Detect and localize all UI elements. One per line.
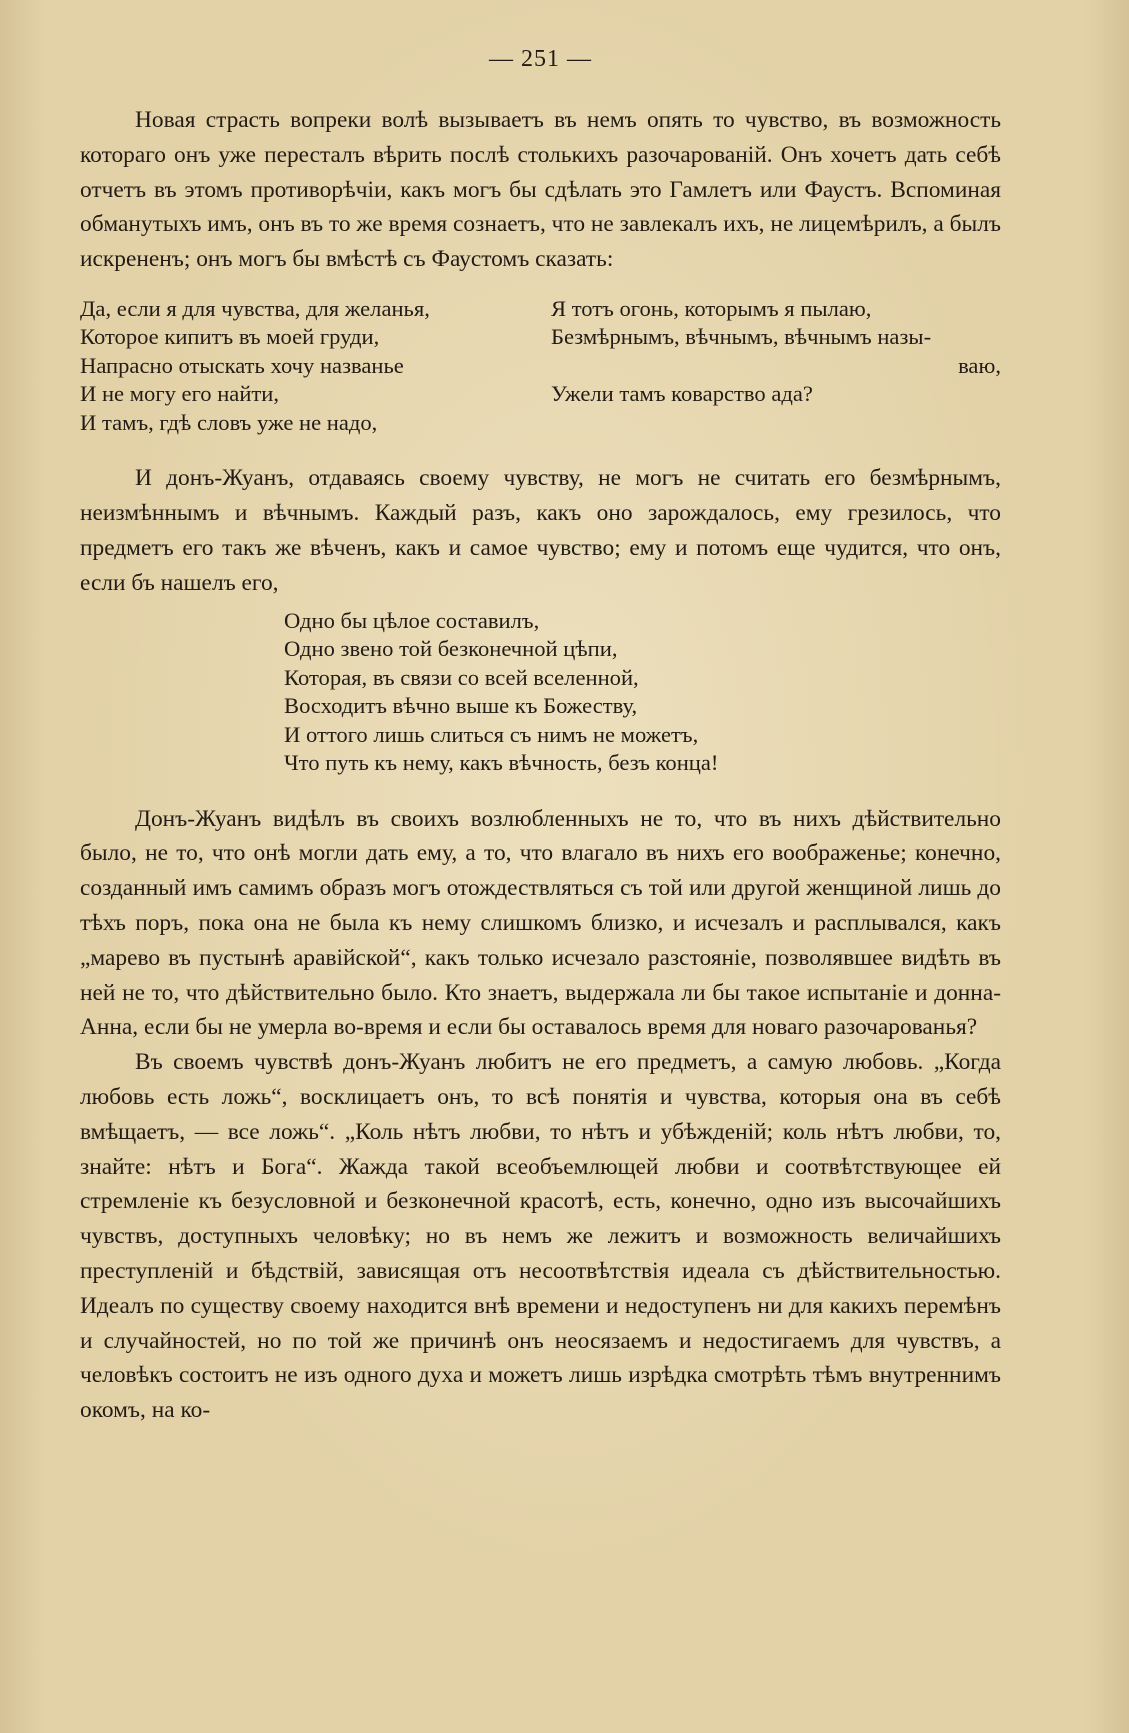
paragraph-2: И донъ-Жуанъ, отдаваясь своему чувству, не могъ не считать его безмѣрнымъ, неизмѣннымъ и вѣчнымъ. Каждый разъ, какъ оно зарождалось, ему грезилось, что предметъ его такъ же вѣченъ, какъ и самое чувство; ему и потомъ еще чудится, что онъ, если бъ нашелъ его, — [80, 465, 1001, 596]
verse-line: И оттого лишь слиться съ нимъ не можетъ, — [284, 721, 699, 747]
verse-line: И не могу его найти, — [80, 381, 280, 407]
verse-line: И тамъ, гдѣ словъ уже не надо, — [80, 409, 378, 435]
verse-line: Которое кипитъ въ моей груди, — [80, 324, 380, 350]
verse-line: Ужели тамъ коварство ада? — [551, 381, 813, 407]
verse-line: Да, если я для чувства, для желанья, — [80, 295, 430, 321]
paragraph-3: Донъ-Жуанъ видѣлъ въ своихъ возлюбленныхъ не то, что въ нихъ дѣйствительно было, не то, что онѣ могли дать ему, а то, что влагало въ нихъ его воображенье; конечно, созданный имъ самимъ образъ могъ отождествляться съ той или другой женщиной лишь до тѣхъ поръ, пока она не была къ нему слишкомъ близко, и исчезалъ и расплывался, какъ „марево въ пустынѣ аравійской“, какъ только исчезало разстояніе, позволявшее видѣть въ ней не то, что дѣйствительно было. Кто знаетъ, выдержала ли бы такое испытаніе и донна-Анна, если бы не умерла во-время и если бы оставалось время для новаго разочарованья? — [80, 805, 1001, 1041]
paragraph-4: Въ своемъ чувствѣ донъ-Жуанъ любитъ не его предметъ, а самую любовь. „Когда любовь есть ложь“, восклицаетъ онъ, то всѣ понятія и чувства, которыя она въ себѣ вмѣщаетъ, — все ложь“. „Коль нѣтъ любви, то нѣтъ и убѣжденій; коль нѣтъ любви, то, знайте: нѣтъ и Бога“. Жажда такой всеобъемлющей любви и соотвѣтствующее ей стремленіе къ безусловной и безконечной красотѣ, есть, конечно, одно изъ высочайшихъ чувствъ, доступныхъ человѣку; но въ немъ же лежитъ и возможность величайшихъ преступленій и бѣдствій, зависящая отъ несоотвѣтствія идеала съ дѣйствительностью. Идеалъ по существу своему находится внѣ времени и недоступенъ ни для какихъ перемѣнъ и случайностей, но по той же причинѣ онъ неосязаемъ и недостигаемъ для чувствъ, а человѣкъ состоитъ не изъ одного духа и можетъ лишь изрѣдка смотрѣть тѣмъ внутреннимъ окомъ, на ко- — [80, 1049, 1001, 1424]
page-number: — 251 — — [489, 46, 592, 72]
verse-line: Я тотъ огонь, которымъ я пылаю, — [551, 295, 872, 321]
faust-verse-left-column — [80, 295, 550, 438]
verse-line: Что путь къ нему, какъ вѣчность, безъ конца! — [284, 750, 719, 776]
verse-line: Одно бы цѣлое составилъ, — [284, 607, 540, 633]
verse-line: ваю, — [958, 352, 1001, 378]
faust-verse — [80, 295, 1001, 438]
paragraph-1: Новая страсть вопреки волѣ вызываетъ въ немъ опять то чувство, въ возможность котораго онъ уже пересталъ вѣрить послѣ столькихъ разочарованій. Онъ хочетъ дать себѣ отчетъ въ этомъ противорѣчіи, какъ могъ бы сдѣлать это Гамлетъ или Фаустъ. Вспоминая обманутыхъ имъ, онъ въ то же время сознаетъ, что не завлекалъ ихъ, не лицемѣрилъ, а былъ искрененъ; онъ могъ бы вмѣстѣ съ Фаустомъ сказать: — [80, 107, 1001, 273]
verse-line: Восходитъ вѣчно выше къ Божеству, — [284, 693, 638, 719]
don-juan-verse — [284, 607, 1001, 778]
verse-line: Безмѣрнымъ, вѣчнымъ, вѣчнымъ назы- — [551, 324, 932, 350]
verse-line: Напрасно отыскать хочу названье — [80, 352, 404, 378]
verse-line: Одно звено той безконечной цѣпи, — [284, 636, 618, 662]
faust-verse-right-column — [551, 295, 1001, 438]
verse-line: Которая, въ связи со всей вселенной, — [284, 664, 639, 690]
